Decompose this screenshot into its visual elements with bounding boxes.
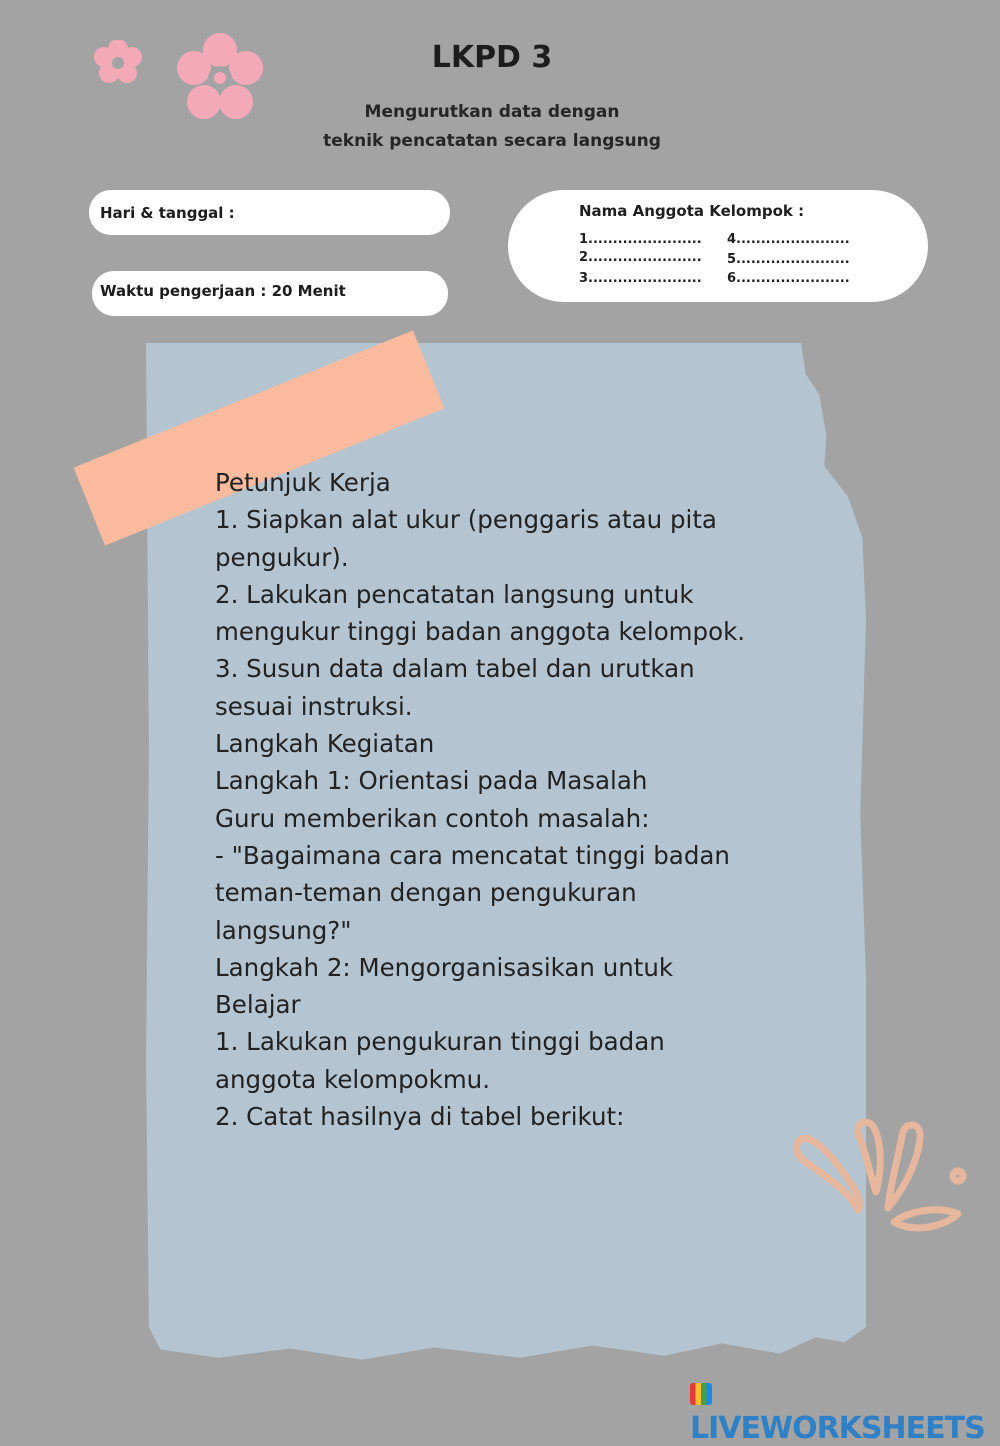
text-line: 1. Siapkan alat ukur (penggaris atau pita — [215, 505, 717, 535]
member-entry-5[interactable]: 5....................... — [727, 252, 850, 267]
text-line: langsung?" — [215, 915, 352, 945]
members-title: Nama Anggota Kelompok : — [579, 202, 805, 220]
date-label: Hari & tanggal : — [100, 204, 235, 222]
text-line: Belajar — [215, 990, 301, 1020]
text-line: mengukur tinggi badan anggota kelompok. — [215, 617, 746, 647]
text-line: pengukur). — [215, 542, 349, 572]
text-line: 2. Lakukan pencatatan langsung untuk — [215, 579, 694, 609]
member-entry-6[interactable]: 6....................... — [727, 271, 850, 286]
text-line: Langkah Kegiatan — [215, 729, 435, 759]
text-line: Petunjuk Kerja — [215, 468, 391, 497]
subtitle-line: Mengurutkan data dengan — [364, 102, 620, 122]
text-line: Langkah 2: Mengorganisasikan untuk — [215, 952, 674, 982]
liveworksheets-logo — [690, 1376, 1000, 1446]
logo-text: LIVEWORKSHEETS — [690, 1411, 985, 1446]
date-field[interactable] — [89, 190, 450, 235]
text-line: teman-teman dengan pengukuran — [215, 878, 637, 908]
text-line: Langkah 1: Orientasi pada Masalah — [215, 766, 648, 796]
logo-icon — [690, 1383, 712, 1405]
subtitle-line: teknik pencatatan secara langsung — [323, 131, 661, 151]
text-line: anggota kelompokmu. — [215, 1064, 491, 1094]
member-entry-3[interactable]: 3....................... — [579, 271, 702, 286]
instructions-text — [215, 464, 815, 1135]
text-line: 3. Susun data dalam tabel dan urutkan — [215, 654, 695, 684]
text-line: sesuai instruksi. — [215, 691, 413, 721]
time-label: Waktu pengerjaan : 20 Menit — [100, 282, 346, 300]
text-line: - "Bagaimana cara mencatat tinggi badan — [215, 840, 730, 870]
page-title: LKPD 3 — [431, 40, 553, 75]
time-field — [92, 271, 448, 316]
page-subtitle — [0, 98, 984, 156]
text-line: 2. Catat hasilnya di tabel berikut: — [215, 1102, 625, 1132]
text-line: 1. Lakukan pengukuran tinggi badan — [215, 1027, 665, 1057]
member-entry-4[interactable]: 4....................... — [727, 232, 850, 247]
member-entry-1[interactable]: 1....................... — [579, 232, 702, 247]
member-entry-2[interactable]: 2....................... — [579, 250, 702, 265]
text-line: Guru memberikan contoh masalah: — [215, 803, 650, 833]
splash-icon — [790, 1110, 970, 1240]
